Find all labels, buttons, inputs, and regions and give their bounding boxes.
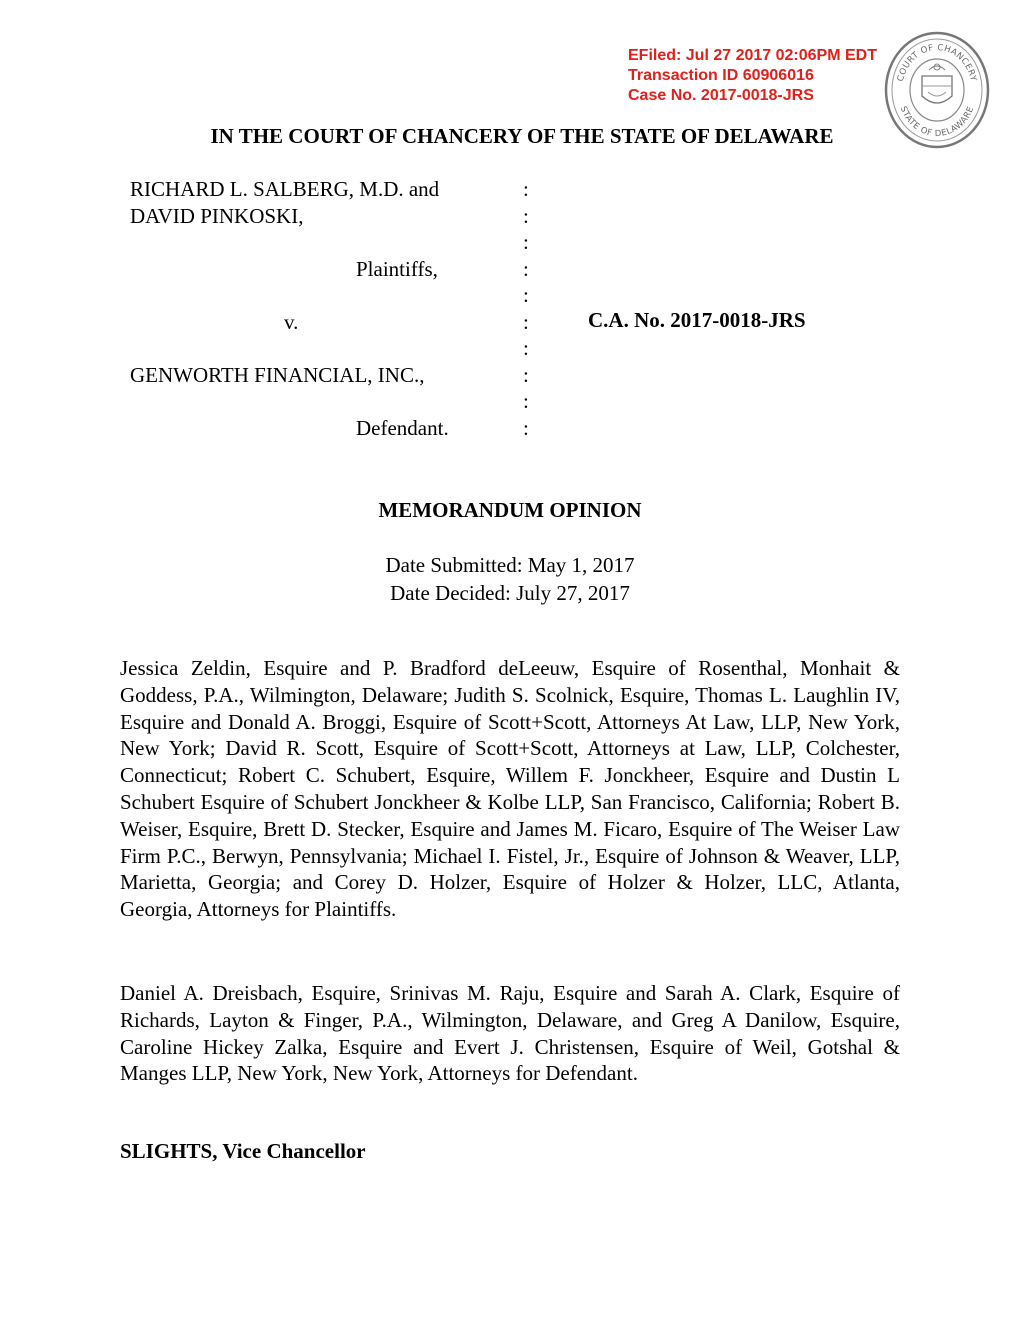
date-submitted: Date Submitted: May 1, 2017 [385, 553, 635, 577]
caption-colon: : [523, 336, 529, 360]
seal-bottom-text: STATE OF DELAWARE [897, 105, 977, 140]
caption-colon: : [523, 389, 529, 413]
plaintiff-name-line1: RICHARD L. SALBERG, M.D. and [130, 177, 440, 201]
caption-colon: : [523, 203, 529, 228]
versus-label: v. [284, 309, 299, 334]
efile-stamp [628, 46, 877, 106]
plaintiffs-counsel-paragraph: Jessica Zeldin, Esquire and P. Bradford deLeeuw, Esquire of Rosenthal, Monhait & Goddess, P.A., Wilmington, Delaware; Judith S. Scolnick, Esquire, Thomas L. Laughlin IV, Esquire and Donald A. Broggi, Esquire of Scott+Scott, Attorneys At Law, LLP, New York, New York; David R. Scott, Esquire of Scott+Scott, Attorneys at Law, LLP, Colchester, Connecticut; Robert C. Schubert, Esquire, Willem F. Jonckheer, Esquire and Dustin L Schubert Esquire of Schubert Jonckheer & Kolbe LLP, San Francisco, California; Robert B. Weiser, Esquire, Brett D. Stecker, Esquire and James M. Ficaro, Esquire of The Weiser Law Firm P.C., Berwyn, Pennsylvania; Michael I. Fistel, Jr., Esquire of Johnson & Weaver, LLP, Marietta, Georgia; and Corey D. Holzer, Esquire of Holzer & Holzer, LLC, Atlanta, Georgia, Attorneys for Plaintiffs. [120, 656, 900, 922]
caption-colon-column [523, 176, 529, 441]
caption-colon: : [523, 309, 529, 334]
date-decided: Date Decided: July 27, 2017 [390, 581, 630, 605]
defendant-label: Defendant. [356, 415, 449, 440]
judge-name: SLIGHTS, Vice Chancellor [120, 1139, 366, 1163]
defendant-counsel-paragraph: Daniel A. Dreisbach, Esquire, Srinivas M. Raju, Esquire and Sarah A. Clark, Esquire of Richards, Layton & Finger, P.A., Wilmington, Delaware, and Greg A Danilow, Esquire, Caroline Hickey Zalka, Esquire and Evert J. Christensen, Esquire of Weil, Gotshal & Manges LLP, New York, New York, Attorneys for Defendant. [120, 981, 900, 1086]
opinion-title: MEMORANDUM OPINION [378, 498, 642, 522]
court-title: IN THE COURT OF CHANCERY OF THE STATE OF DELAWARE [210, 124, 834, 148]
plaintiffs-label: Plaintiffs, [356, 256, 438, 281]
opinion-dates [0, 551, 1020, 607]
svg-text:COURT OF CHANCERY [896, 43, 978, 83]
caption-colon: : [523, 256, 529, 281]
caption-colon: : [523, 415, 529, 440]
plaintiff-name-line2: DAVID PINKOSKI, [130, 203, 304, 228]
efile-date: EFiled: Jul 27 2017 02:06PM EDT [628, 47, 877, 64]
defendant-name: GENWORTH FINANCIAL, INC., [130, 362, 425, 387]
efile-case-number: Case No. 2017-0018-JRS [628, 87, 814, 104]
caption-colon: : [523, 283, 529, 307]
caption-colon: : [523, 177, 529, 201]
seal-top-text: COURT OF CHANCERY [895, 42, 979, 83]
caption-colon: : [523, 230, 529, 254]
efile-transaction-id: Transaction ID 60906016 [628, 67, 814, 84]
caption-colon: : [523, 362, 529, 387]
case-number: C.A. No. 2017-0018-JRS [588, 308, 806, 332]
